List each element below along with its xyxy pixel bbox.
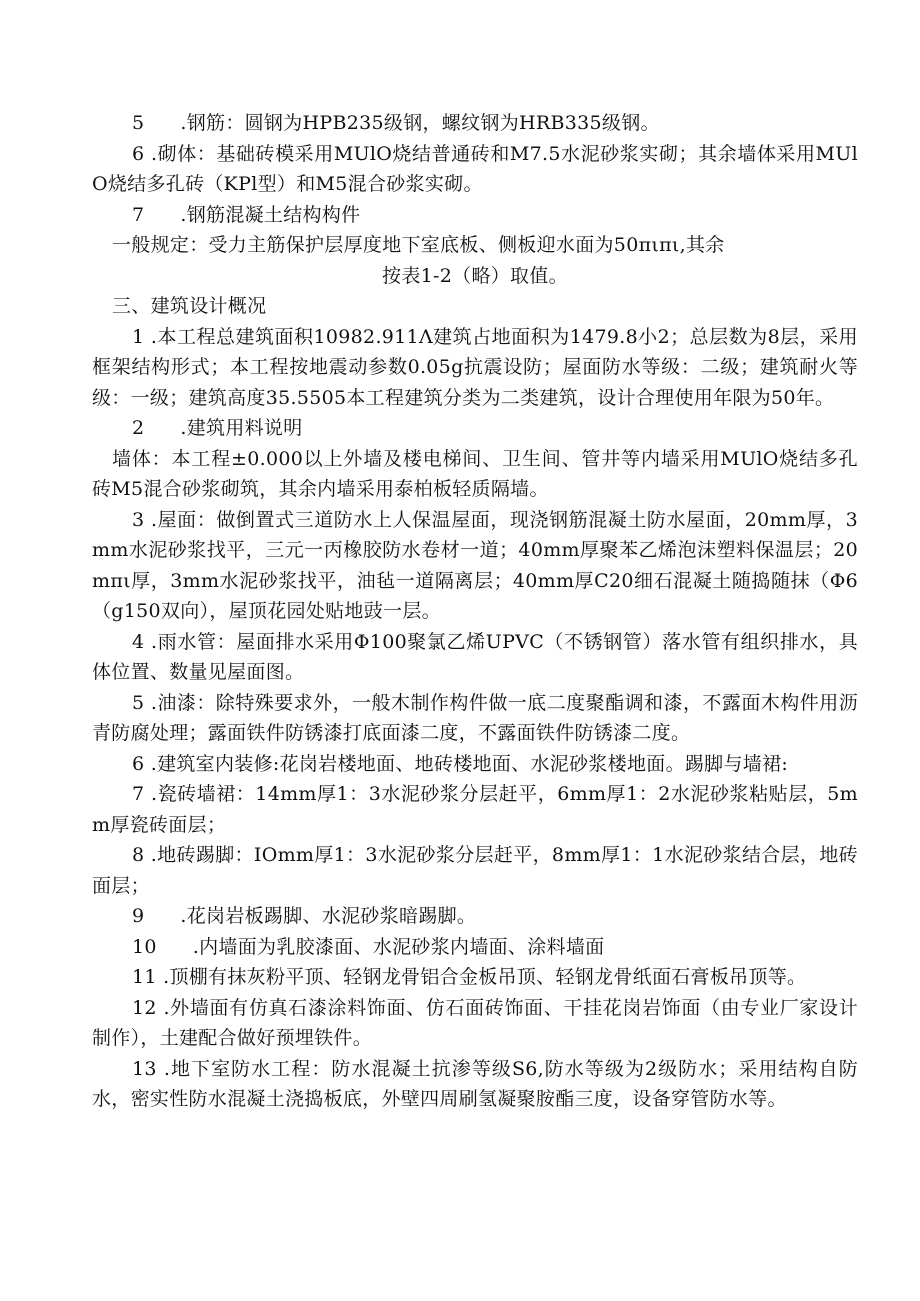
paragraph-text: 一般规定：受力主筋保护层厚度地下室底板、侧板迎水面为50πιπι,其余	[112, 234, 725, 256]
paragraph-text: .钢筋：圆钢为HPB235级钢，螺纹钢为HRB335级钢。	[180, 112, 660, 134]
paragraph-text: .顶棚有抹灰粉平顶、轻钢龙骨铝合金板吊顶、轻钢龙骨纸面石膏板吊顶等。	[156, 966, 807, 988]
paragraph-text: .建筑室内装修:花岗岩楼地面、地砖楼地面、水泥砂浆楼地面。踢脚与墙裙:	[144, 752, 789, 775]
paragraph-text: .地下室防水工程：防水混凝土抗渗等级S6,防水等级为2级防水；采用结构自防水，密实性防水混凝土浇捣板底，外壁四周刷氢凝聚胺酯三度，设备穿管防水等。	[92, 1057, 858, 1110]
item-number: 6	[132, 142, 145, 165]
paragraph-text: .瓷砖墙裙：14mm厚1：3水泥砂浆分层赶平，6mm厚1：2水泥砂浆粘贴层，5mm厚瓷砖面层；	[92, 783, 858, 836]
paragraph-14	[92, 779, 858, 840]
item-number: 13	[132, 1057, 157, 1080]
paragraph-text: .钢筋混凝土结构构件	[180, 203, 361, 226]
item-number: 10	[132, 935, 157, 958]
paragraph-12	[92, 688, 858, 749]
item-number: 2	[132, 417, 145, 439]
paragraph-2	[92, 139, 858, 200]
item-number: 12	[132, 996, 157, 1019]
paragraph-text: .屋面：做倒置式三道防水上人保温屋面，现浇钢筋混凝土防水屋面，20mm厚，3mm水泥砂浆找平，三元一丙橡胶防水卷材一道；40mm厚聚苯乙烯泡沫塑料保温层；20mπι厚，3mm水泥砂浆找平，油毡一道隔离层；40mm厚C20细石混凝土随捣随抹（Φ6（g150双向），屋顶花园处贴地豉一层。	[92, 508, 858, 622]
paragraph-3	[92, 200, 858, 231]
paragraph-15	[92, 840, 858, 901]
item-number: 11	[132, 966, 157, 988]
paragraph-19	[92, 993, 858, 1054]
item-number: 6	[132, 752, 145, 775]
document-page	[92, 108, 858, 1115]
paragraph-text: .雨水管：屋面排水采用Φ100聚氯乙烯UPVC（不锈钢管）落水管有组织排水，具体位置、数量见屋面图。	[92, 630, 858, 683]
paragraph-7	[92, 322, 858, 414]
paragraph-text: .地砖踢脚：IOmm厚1：3水泥砂浆分层赶平，8mm厚1：1水泥砂浆结合层，地砖面层；	[92, 844, 858, 897]
paragraph-text: 墙体：本工程±0.000以上外墙及楼电梯间、卫生间、管井等内墙采用MUlO烧结多孔砖M5混合砂浆砌筑，其余内墙采用泰柏板轻质隔墙。	[92, 447, 858, 500]
item-number: 5	[132, 691, 145, 714]
paragraph-17	[92, 932, 858, 963]
paragraph-text: .外墙面有仿真石漆涂料饰面、仿石面砖饰面、干挂花岗岩饰面（由专业厂家设计制作），土建配合做好预埋铁件。	[92, 996, 858, 1049]
item-number: 7	[132, 783, 145, 805]
paragraph-13	[92, 749, 858, 780]
paragraph-11	[92, 627, 858, 688]
paragraph-8	[92, 413, 858, 444]
paragraph-10	[92, 505, 858, 627]
paragraph-text: 按表1-2（略）取值。	[382, 264, 568, 287]
item-number: 9	[132, 905, 145, 927]
item-number: 8	[132, 844, 145, 866]
paragraph-5	[92, 261, 858, 292]
item-number: 3	[132, 508, 145, 531]
paragraph-9	[92, 444, 858, 505]
item-number: 7	[132, 203, 145, 226]
paragraph-20	[92, 1054, 858, 1115]
paragraph-text: .砌体：基础砖模采用MUlO烧结普通砖和M7.5水泥砂浆实砌；其余墙体采用MUlO烧结多孔砖（KPl型）和M5混合砂浆实砌。	[92, 142, 858, 195]
section-heading	[92, 291, 858, 322]
item-number: 1	[132, 325, 145, 348]
paragraph-text: .建筑用料说明	[180, 417, 303, 439]
paragraph-text: .内墙面为乳胶漆面、水泥砂浆内墙面、涂料墙面	[192, 935, 605, 958]
paragraph-1	[92, 108, 858, 139]
paragraph-16	[92, 901, 858, 932]
paragraph-text: .油漆：除特殊要求外，一般木制作构件做一底二度聚酯调和漆，不露面木构件用沥青防腐处理；露面铁件防锈漆打底面漆二度，不露面铁件防锈漆二度。	[92, 691, 858, 744]
paragraph-text: .花岗岩板踢脚、水泥砂浆暗踢脚。	[180, 905, 477, 927]
paragraph-4	[92, 230, 858, 261]
paragraph-text: .本工程总建筑面积10982.911Λ建筑占地面积为1479.8小2；总层数为8层，采用框架结构形式；本工程按地震动参数0.05g抗震设防；屋面防水等级：二级；建筑耐火等级：一级；建筑高度35.5505本工程建筑分类为二类建筑，设计合理使用年限为50年。	[92, 325, 858, 409]
paragraph-18	[92, 962, 858, 993]
item-number: 5	[132, 112, 145, 134]
item-number: 4	[132, 630, 145, 653]
paragraph-text: 三、建筑设计概况	[112, 295, 267, 317]
